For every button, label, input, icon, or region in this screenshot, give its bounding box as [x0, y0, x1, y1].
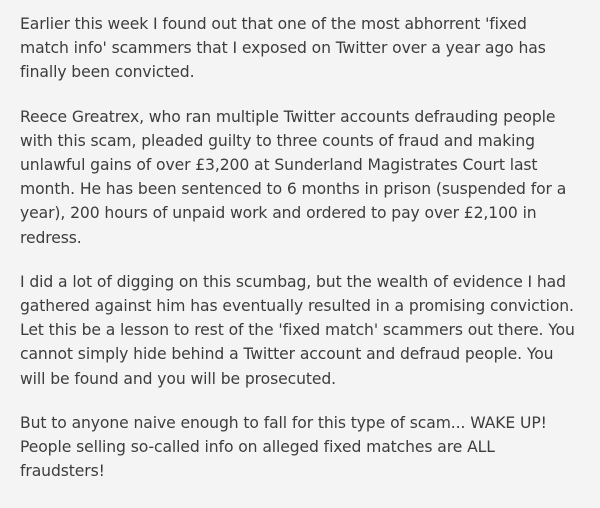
paragraph-evidence-warning: I did a lot of digging on this scumbag, but the wealth of evidence I had gathered against him has eventually resulted in a promising conviction. Let this be a lesson to rest of the 'fixed match' scammers out there. You cannot simply hide behind a Twitter account and defraud people. You will be found and you will be prosecuted.	[20, 272, 575, 388]
paragraph-sentence-details: Reece Greatrex, who ran multiple Twitter accounts defrauding people with this scam, pleaded guilty to three counts of fraud and making unlawful gains of over £3,200 at Sunderland Magistrates Court last month. He has been sentenced to 6 months in prison (suspended for a year), 200 hours of unpaid work and ordered to pay over £2,100 in redress.	[20, 107, 567, 247]
paragraph-wake-up: But to anyone naive enough to fall for this type of scam... WAKE UP! People selling so-called info on alleged fixed matches are ALL fraudsters!	[20, 413, 547, 481]
paragraph-conviction-intro: Earlier this week I found out that one of the most abhorrent 'fixed match info' scammers that I exposed on Twitter over a year ago has finally been convicted.	[20, 15, 546, 82]
